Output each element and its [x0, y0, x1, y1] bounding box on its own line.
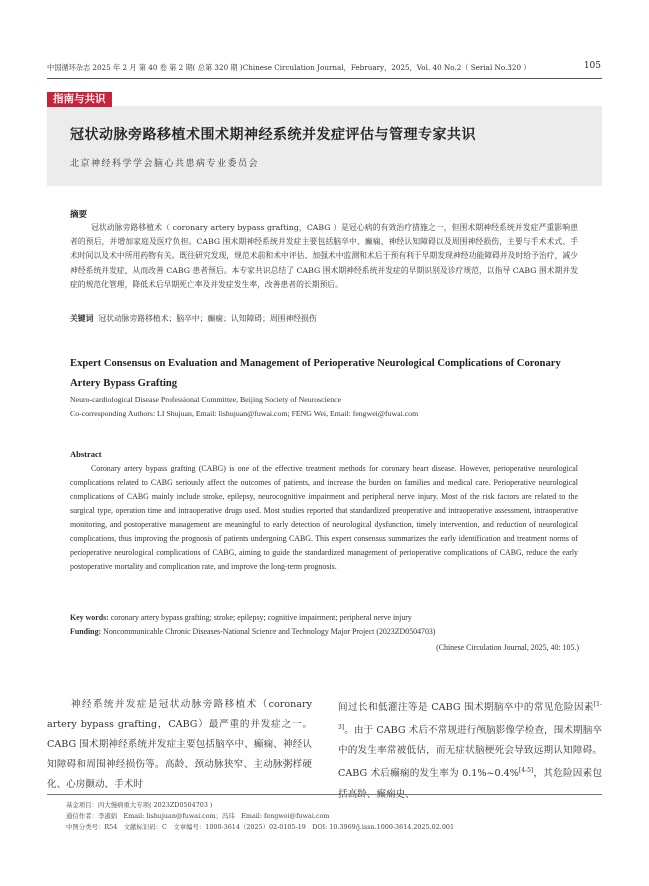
citation-en: (Chinese Circulation Journal, 2025, 40: 105.) — [436, 643, 579, 652]
body-column-right — [338, 695, 602, 805]
keywords-cn-text: 冠状动脉旁路移植术；脑卒中；癫痫；认知障碍；周围神经损伤 — [98, 314, 317, 323]
keywords-cn-label: 关键词 — [70, 314, 94, 323]
funding-en — [70, 627, 436, 636]
abstract-cn-body: 冠状动脉旁路移植术（ coronary artery bypass grafting，CABG ）是冠心病的有效治疗措施之一，但围术期神经系统并发症严重影响患者的预后，并增加家庭及医疗负担。CABG 围术期神经系统并发症主要包括脑卒中、癫痫、神经认知障碍以及周围神经损伤，主要与手术术式、手术时间以及术中所用药物有关。既往研究发现，规范术前和术中评估、加强术中监测和术后于预有利于早期发现神经功能障碍并及时给予治疗，减少神经系统并发症，从而改善 CABG 患者预后。本专家共识总结了 CABG 围术期神经系统并发症的早期识别及诊疗规范，以指导 CABG 围术期并发症的规范化管理，降低术后早期死亡率及并发症发生率，改善患者的长期预后。 — [70, 223, 578, 289]
footer-corresponding: 通信作者：李淑娟 Email: lishujuan@fuwai.com；冯玮 Email: fengwei@fuwai.com — [66, 812, 330, 820]
keywords-en-label: Key words: — [70, 613, 109, 622]
article-title-cn: 冠状动脉旁路移植术围术期神经系统并发症评估与管理专家共识 — [70, 127, 476, 143]
footer-classification: 中图分类号：R54 文献标识码：C 文章编号：1000-3614（2025）02-0105-19 DOI: 10.3969/j.issn.1000-3614.2025.02.001 — [66, 823, 455, 831]
corresponding-authors-en: Co-corresponding Authors: LI Shujuan, Email: lishujuan@fuwai.com; FENG Wei, Email: fengwei@fuwai.com — [70, 409, 419, 418]
authors-cn: 北京神经科学学会脑心共患病专业委员会 — [70, 159, 260, 169]
keywords-en — [70, 613, 412, 622]
citation-ref-1: [1-3] — [338, 701, 602, 732]
funding-en-text: Noncommunicable Chronic Diseases-National Science and Technology Major Project (2023ZD0504703) — [103, 627, 436, 636]
body-column-left: 神经系统并发症是冠状动脉旁路移植术（coronary artery bypass grafting，CABG）最严重的并发症之一。CABG 围术期神经系统并发症主要包括脑卒中、癫痫、神经认知障碍和周围神经损伤等。高龄、颈动脉狭窄、主动脉粥样硬化、心房颤动、手术时 — [47, 699, 312, 790]
keywords-cn — [70, 313, 317, 324]
citation-ref-2: [4-5] — [518, 767, 534, 775]
body-right-text-3: ，其危险因素包括高龄、癫痫史、 — [338, 768, 603, 800]
body-right-text-2: 。由于 CABG 术后不常规进行颅脑影像学检查，围术期脑卒中的发生率常被低估，而无症状脑梗死会导致远期认知障碍。CABG 术后癫痫的发生率为 0.1%~0.4% — [338, 725, 602, 780]
abstract-en-body: Coronary artery bypass grafting (CABG) is one of the effective treatment methods for coronary heart disease. However, perioperative neurological complications related to CABG seriously affect the outcomes of patients, and increase the burden on families and medical care. Perioperative neurological complications of CABG mainly include stroke, epilepsy, neurocognitive impairment and peripheral nerve injury. Most of the risk factors are related to the surgical type, operation time and intraoperative drugs used. Most studies reported that standardized preoperative and intraoperative assessment, intraoperative monitoring, and postoperative management are meaningful to early detection of neurological dysfunction, timely intervention, and reduction of neurological complications, thus improving the prognosis of patients undergoing CABG. This expert consensus summarizes the early identification and treatment norms of perioperative neurological complications of CABG, aiming to guide the standardized management of perioperative complications of CABG, reduce the early postoperative mortality and complication rate, and improve the long-term prognosis. — [70, 464, 578, 571]
abstract-en-label: Abstract — [70, 449, 102, 459]
authors-en: Neuro-cardiological Disease Professional Committee, Beijing Society of Neuroscience — [70, 395, 342, 404]
body-right-text-1: 间过长和低灌注等是 CABG 围术期脑卒中的常见危险因素 — [338, 702, 594, 714]
footer-funding: 基金项目：四大慢病重大专项( 2023ZD0504703 ) — [66, 801, 213, 809]
footer-divider — [47, 794, 602, 795]
funding-en-label: Funding: — [70, 627, 102, 636]
page-number: 105 — [583, 61, 601, 71]
section-tag: 指南与共识 — [47, 92, 112, 107]
running-header: 中国循环杂志 2025 年 2 月 第 40 卷 第 2 期( 总第 320 期 )Chinese Circulation Journal，February，2025，Vol. 40 No.2（ Serial No.320 ） — [47, 63, 531, 72]
header-divider — [47, 78, 602, 79]
article-title-en: Expert Consensus on Evaluation and Management of Perioperative Neurological Complications of Coronary Artery Bypass Grafting — [70, 358, 561, 389]
title-panel — [47, 106, 602, 186]
abstract-cn-label: 摘要 — [70, 210, 88, 220]
keywords-en-text: coronary artery bypass grafting; stroke; epilepsy; cognitive impairment; peripheral nerve injury — [110, 613, 412, 622]
